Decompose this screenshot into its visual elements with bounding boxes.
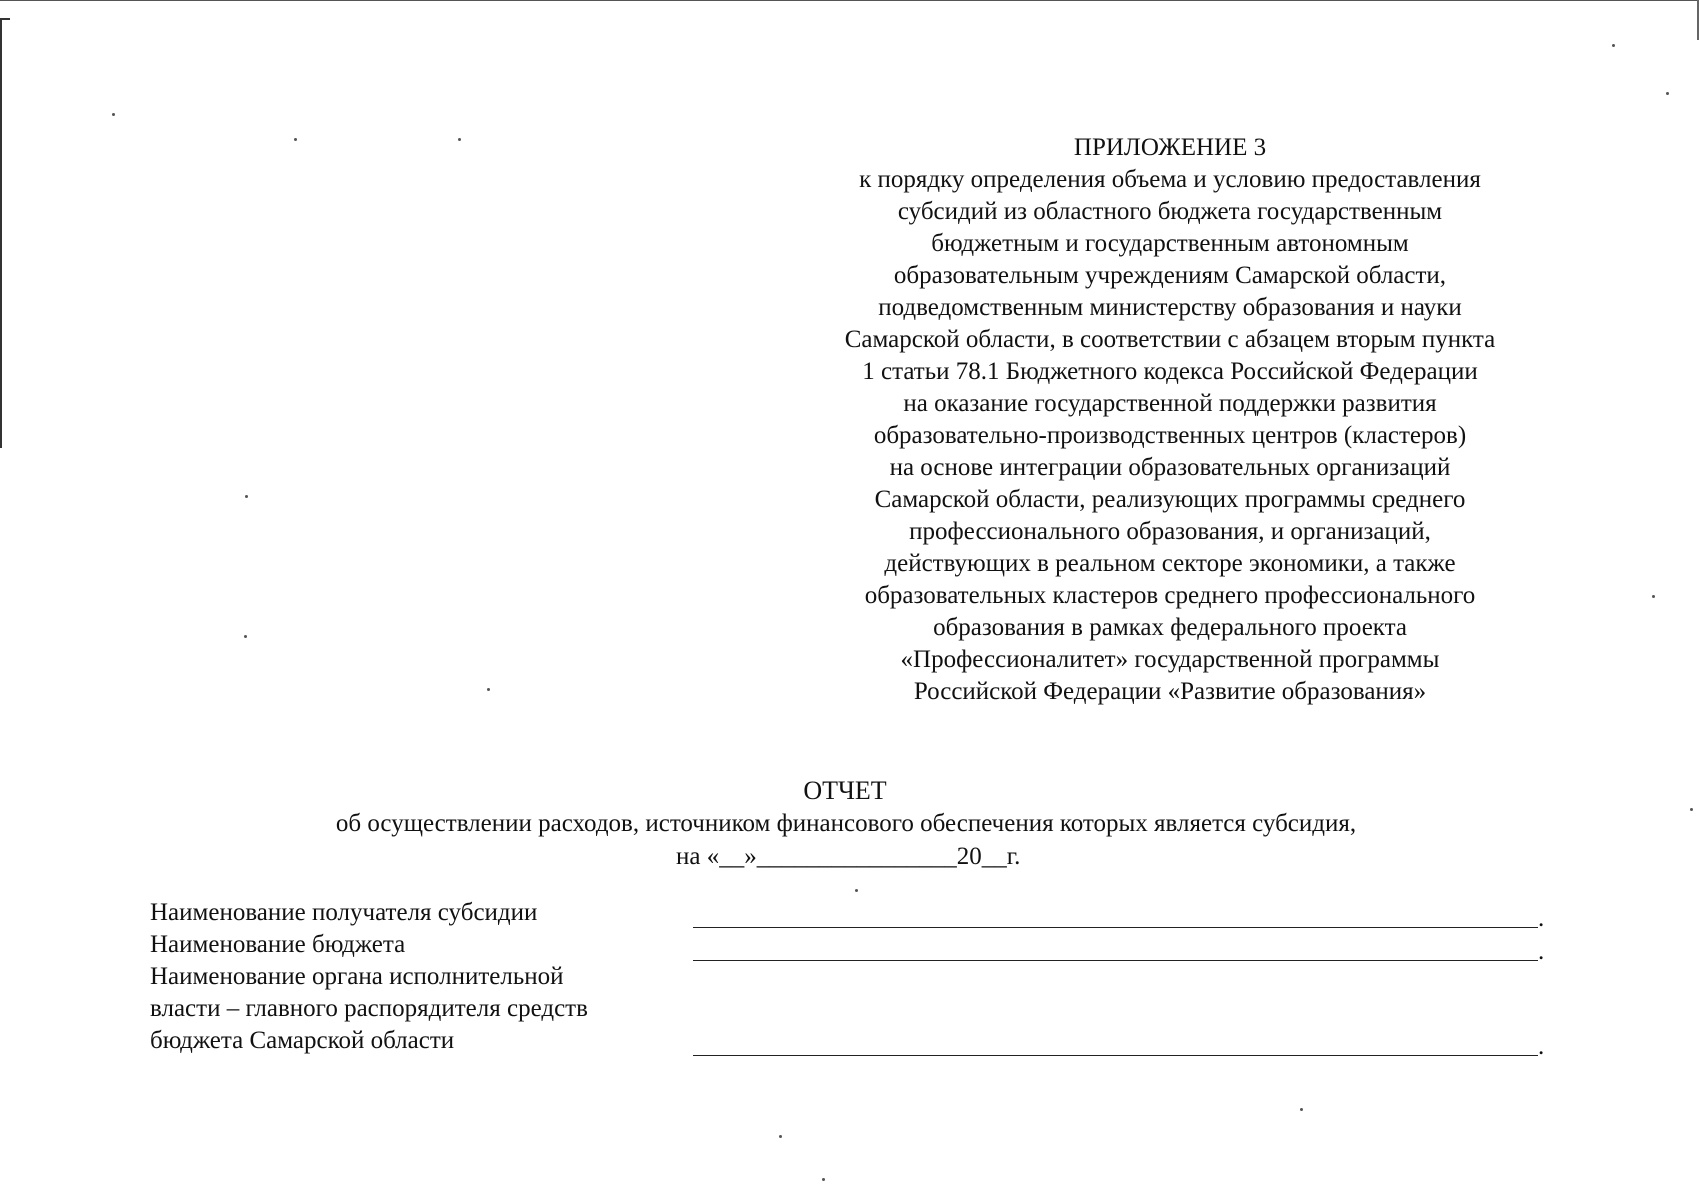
appendix-line: подведомственным министерству образования и науки (878, 294, 1462, 321)
appendix-line: действующих в реальном секторе экономики, а также (884, 550, 1456, 577)
field-line-recipient[interactable] (693, 927, 1538, 928)
field-label-authority-1: Наименование органа исполнительной (150, 963, 564, 990)
field-label-authority-2: власти – главного распорядителя средств (150, 995, 588, 1022)
field-label-authority-3: бюджета Самарской области (150, 1027, 455, 1054)
scan-speck (855, 889, 858, 892)
field-terminator: . (1538, 938, 1545, 965)
scan-border-top (0, 0, 1699, 1)
scan-speck (487, 688, 490, 691)
report-date-line: на «__»________________20__г. (676, 843, 1021, 870)
field-label-recipient: Наименование получателя субсидии (150, 899, 538, 926)
appendix-line: на оказание государственной поддержки развития (903, 390, 1437, 417)
field-line-budget[interactable] (693, 960, 1538, 961)
scan-speck (1612, 44, 1615, 47)
appendix-line: субсидий из областного бюджета государственным (897, 198, 1443, 225)
scan-speck (1690, 808, 1693, 811)
scan-border-left (0, 18, 2, 448)
appendix-line: Самарской области, в соответствии с абзацем вторым пункта (844, 326, 1496, 353)
appendix-line: образовательно-производственных центров (кластеров) (873, 422, 1467, 449)
scan-speck (822, 1178, 825, 1181)
scan-speck (1652, 595, 1655, 598)
field-label-budget: Наименование бюджета (150, 931, 406, 958)
scan-speck (458, 138, 461, 141)
scan-speck (294, 138, 297, 141)
scan-speck (112, 113, 115, 116)
appendix-line: Самарской области, реализующих программы среднего (874, 486, 1466, 513)
appendix-line: Российской Федерации «Развитие образования» (913, 678, 1427, 705)
scan-speck (245, 495, 248, 498)
scan-speck (1666, 92, 1669, 95)
appendix-line: «Профессионалитет» государственной программы (900, 646, 1440, 673)
appendix-title: ПРИЛОЖЕНИЕ 3 (1073, 134, 1267, 161)
scan-speck (1300, 1108, 1303, 1111)
appendix-line: бюджетным и государственным автономным (931, 230, 1409, 257)
field-terminator: . (1538, 905, 1545, 932)
scan-speck (244, 635, 247, 638)
scan-border-corner (0, 18, 10, 20)
report-subtitle: об осуществлении расходов, источником финансового обеспечения которых является субсидия, (335, 810, 1357, 837)
field-line-authority[interactable] (693, 1055, 1538, 1056)
report-heading: ОТЧЕТ (803, 776, 887, 805)
appendix-line: к порядку определения объема и условию предоставления (859, 166, 1481, 193)
field-terminator: . (1538, 1033, 1545, 1060)
appendix-line: 1 статьи 78.1 Бюджетного кодекса Российской Федерации (862, 358, 1478, 385)
scan-speck (779, 1135, 782, 1138)
appendix-line: образования в рамках федерального проекта (933, 614, 1407, 641)
appendix-line: на основе интеграции образовательных организаций (889, 454, 1451, 481)
appendix-line: образовательных кластеров среднего профессионального (864, 582, 1476, 609)
appendix-line: профессионального образования, и организаций, (909, 518, 1431, 545)
appendix-block (790, 132, 1550, 708)
appendix-line: образовательным учреждениям Самарской области, (893, 262, 1447, 289)
